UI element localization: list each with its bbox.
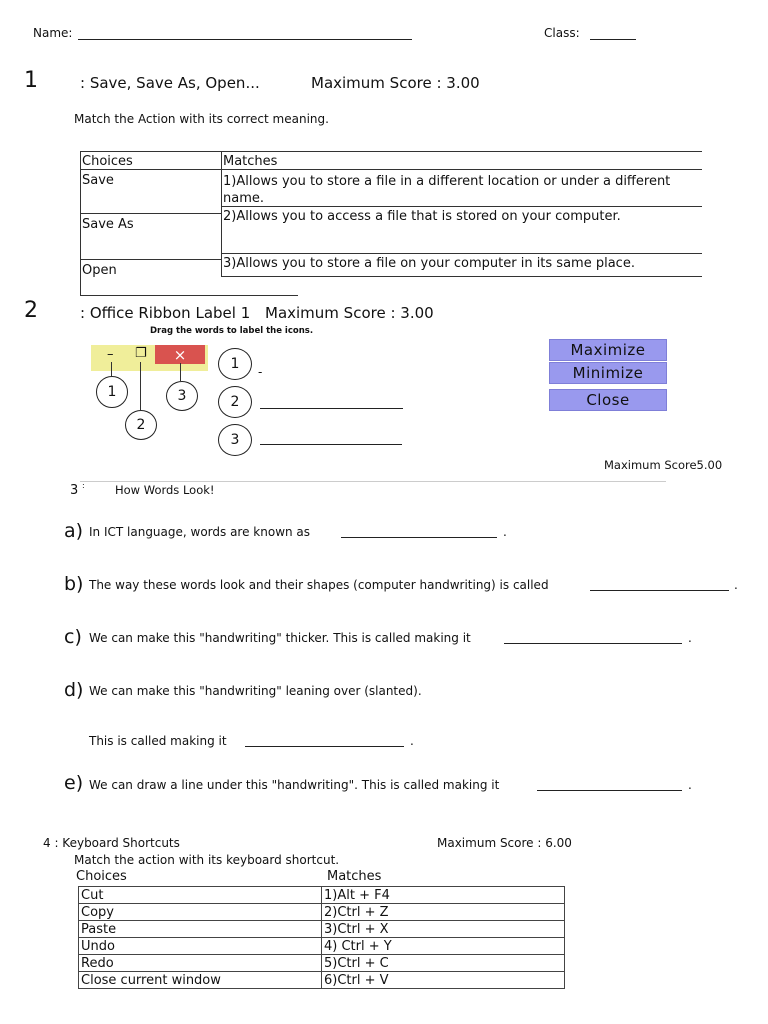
q4-choice-copy[interactable]: Copy	[79, 904, 322, 921]
q4-match-3[interactable]: 3)Ctrl + X	[322, 921, 565, 938]
q1-instruction: Match the Action with its correct meaning.	[74, 112, 329, 126]
slot-2-field[interactable]	[260, 396, 403, 409]
q4-choice-undo[interactable]: Undo	[79, 938, 322, 955]
q2-number: 2	[24, 298, 38, 323]
ribbon-label-3: 3	[166, 381, 198, 411]
q1-match-1[interactable]: 1)Allows you to store a file in a different location or under a different name.	[223, 174, 671, 206]
table-row	[79, 972, 565, 989]
class-field[interactable]	[590, 26, 636, 40]
q4-match-5[interactable]: 5)Ctrl + C	[322, 955, 565, 972]
q1-number: 1	[24, 68, 38, 93]
close-icon: ×	[155, 345, 205, 364]
q3a-answer-field[interactable]	[341, 525, 497, 538]
q4-match-6[interactable]: 6)Ctrl + V	[322, 972, 565, 989]
word-minimize[interactable]: Minimize	[549, 362, 667, 384]
q3d-answer-field[interactable]	[245, 734, 404, 747]
q3-score: Maximum Score5.00	[604, 458, 723, 472]
table-row	[79, 921, 565, 938]
q3d-letter: d)	[64, 679, 84, 701]
q3c-end: .	[688, 631, 692, 645]
q1-title: : Save, Save As, Open...	[80, 74, 260, 92]
q1-match-2[interactable]: 2)Allows you to access a file that is stored on your computer.	[223, 209, 621, 224]
q1-choice-save-as[interactable]: Save As	[82, 217, 134, 232]
ribbon-label-1: 1	[96, 376, 128, 408]
q1-col-matches: Matches	[223, 154, 278, 169]
table-row	[79, 887, 565, 904]
q3b-answer-field[interactable]	[590, 578, 729, 591]
q3e-end: .	[688, 778, 692, 792]
q2-title: : Office Ribbon Label 1	[80, 304, 251, 322]
ribbon-label-2: 2	[125, 410, 157, 440]
q3e-text: We can draw a line under this "handwriting". This is called making it	[89, 778, 500, 792]
minimize-icon: –	[107, 347, 114, 362]
q4-match-table	[78, 886, 565, 989]
q4-score: Maximum Score : 6.00	[437, 836, 572, 850]
q3a-letter: a)	[64, 520, 84, 542]
q3-number: 3	[70, 483, 79, 498]
q1-match-3[interactable]: 3)Allows you to store a file on your computer in its same place.	[223, 256, 635, 271]
q2-instruction: Drag the words to label the icons.	[150, 326, 314, 336]
restore-icon: ❐	[135, 346, 147, 361]
q3c-letter: c)	[64, 626, 82, 648]
q3d-text-2: This is called making it	[89, 734, 227, 748]
q3c-text: We can make this "handwriting" thicker. This is called making it	[89, 631, 471, 645]
q4-title: 4 : Keyboard Shortcuts	[43, 836, 180, 850]
q4-col-matches: Matches	[327, 869, 382, 884]
q3d-text: We can make this "handwriting" leaning over (slanted).	[89, 684, 422, 698]
q3a-end: .	[503, 525, 507, 539]
q1-score: Maximum Score : 3.00	[311, 74, 480, 92]
table-row	[79, 955, 565, 972]
q4-choice-close-window[interactable]: Close current window	[79, 972, 322, 989]
q1-choice-save[interactable]: Save	[82, 173, 114, 188]
q4-choice-cut[interactable]: Cut	[79, 887, 322, 904]
name-label: Name:	[33, 26, 73, 40]
slot-3-field[interactable]	[260, 432, 402, 445]
table-row	[79, 904, 565, 921]
ribbon-controls	[91, 345, 208, 371]
q3c-answer-field[interactable]	[504, 631, 682, 644]
slot-1-mark: -	[258, 365, 263, 379]
q3-divider	[80, 481, 666, 482]
q3b-end: .	[734, 578, 738, 592]
q3a-text: In ICT language, words are known as	[89, 525, 311, 539]
word-maximize[interactable]: Maximize	[549, 339, 667, 361]
q4-match-2[interactable]: 2)Ctrl + Z	[322, 904, 565, 921]
q2-score: Maximum Score : 3.00	[265, 304, 434, 322]
q1-col-choices: Choices	[82, 154, 133, 169]
q4-choice-paste[interactable]: Paste	[79, 921, 322, 938]
q3e-answer-field[interactable]	[537, 778, 682, 791]
slot-label-1: 1	[218, 348, 252, 380]
q3d-end: .	[410, 734, 414, 748]
q4-choice-redo[interactable]: Redo	[79, 955, 322, 972]
q3b-text: The way these words look and their shapes (computer handwriting) is called	[89, 578, 549, 592]
q4-match-1[interactable]: 1)Alt + F4	[322, 887, 565, 904]
table-row	[79, 938, 565, 955]
q1-match-table	[80, 151, 702, 297]
q4-col-choices: Choices	[76, 869, 127, 884]
q3b-letter: b)	[64, 573, 84, 595]
word-close[interactable]: Close	[549, 389, 667, 411]
slot-label-3: 3	[218, 424, 252, 456]
class-label: Class:	[544, 26, 580, 40]
q3-colon: :	[82, 481, 85, 490]
q3-title: How Words Look!	[115, 483, 215, 497]
q1-choice-open[interactable]: Open	[82, 263, 117, 278]
q3e-letter: e)	[64, 772, 84, 794]
slot-label-2: 2	[218, 386, 252, 418]
q4-instruction: Match the action with its keyboard shortcut.	[74, 853, 340, 867]
q4-match-4[interactable]: 4) Ctrl + Y	[322, 938, 565, 955]
name-field[interactable]	[78, 26, 412, 40]
